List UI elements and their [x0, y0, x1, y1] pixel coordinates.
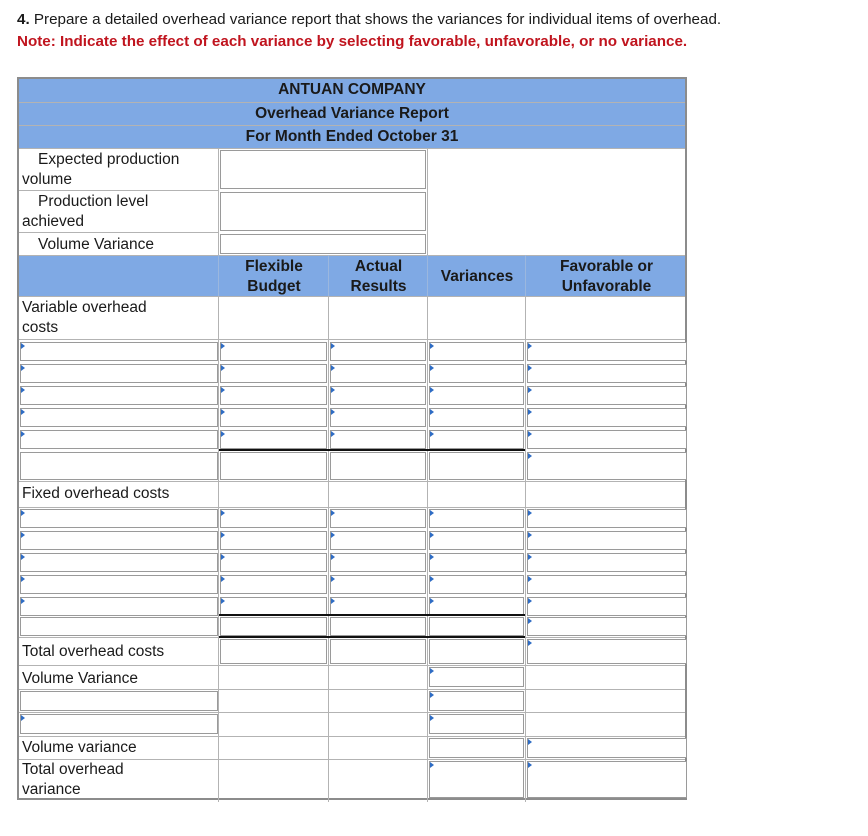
variable-total-fav-select[interactable]: [527, 452, 687, 480]
fixed-item-select[interactable]: [20, 553, 218, 572]
expected-production-label-cont: volume: [22, 171, 72, 188]
volume-variance-amount-2[interactable]: [429, 691, 524, 711]
volume-variance-amount-1[interactable]: [429, 667, 524, 687]
fixed-variance-input[interactable]: [429, 509, 524, 528]
divider: [19, 232, 219, 233]
variable-total-variance[interactable]: [429, 452, 524, 480]
variable-item-select[interactable]: [20, 342, 218, 361]
expected-production-label: Expected production: [38, 151, 180, 168]
volume-variance-amount-3[interactable]: [429, 714, 524, 734]
variable-flexible-input[interactable]: [220, 430, 327, 449]
col-actual-line2: Results: [350, 278, 407, 295]
variable-actual-input[interactable]: [330, 408, 426, 427]
total-variance-label: Total overhead: [22, 761, 124, 778]
fixed-fav-select[interactable]: [527, 553, 687, 572]
variable-fav-select[interactable]: [527, 386, 687, 405]
divider: [427, 148, 428, 255]
total-overhead-flexible[interactable]: [220, 639, 327, 664]
volume-variance-top-label: Volume Variance: [38, 236, 155, 253]
variable-actual-input[interactable]: [330, 386, 426, 405]
fixed-item-select[interactable]: [20, 531, 218, 550]
variable-variance-input[interactable]: [429, 364, 524, 383]
total-overhead-variance[interactable]: [429, 639, 524, 664]
variable-overhead-label: Variable overhead: [22, 299, 147, 316]
total-variance-amount[interactable]: [429, 761, 524, 798]
divider: [19, 102, 685, 103]
question-text: Prepare a detailed overhead variance report that shows the variances for individual items of overhead.: [33, 11, 722, 28]
volume-variance-lower-label: Volume variance: [22, 739, 137, 756]
variable-item-select[interactable]: [20, 430, 218, 449]
fixed-item-select[interactable]: [20, 575, 218, 594]
col-variances: Variances: [440, 268, 514, 285]
col-fav-line1: Favorable or: [559, 258, 654, 275]
variable-fav-select[interactable]: [527, 364, 687, 383]
divider: [19, 125, 685, 126]
variable-actual-input[interactable]: [330, 430, 426, 449]
subtotal-rule: [219, 636, 525, 638]
variable-variance-input[interactable]: [429, 342, 524, 361]
col-favorable: [526, 257, 687, 297]
divider: [19, 190, 219, 191]
company-name: ANTUAN COMPANY: [278, 81, 426, 98]
volume-variance-lower-amount[interactable]: [429, 738, 524, 758]
divider: [19, 665, 685, 666]
fixed-total-flexible[interactable]: [220, 617, 327, 636]
col-actual-line1: Actual: [354, 258, 403, 275]
divider: [427, 296, 428, 802]
fixed-variance-input[interactable]: [429, 531, 524, 550]
divider: [19, 339, 685, 340]
divider: [19, 689, 685, 690]
total-overhead-fav-select[interactable]: [527, 639, 687, 664]
fixed-flexible-input[interactable]: [220, 509, 327, 528]
fixed-variance-input[interactable]: [429, 575, 524, 594]
variable-fav-select[interactable]: [527, 430, 687, 449]
question-note: Note: Indicate the effect of each variance by selecting favorable, unfavorable, or no variance.: [17, 33, 688, 50]
variable-total-flexible[interactable]: [220, 452, 327, 480]
divider: [218, 148, 219, 255]
fixed-fav-select[interactable]: [527, 531, 687, 550]
fixed-fav-select[interactable]: [527, 597, 687, 616]
fixed-total-label-input[interactable]: [20, 617, 218, 636]
variable-variance-input[interactable]: [429, 386, 524, 405]
divider: [19, 148, 685, 149]
divider: [19, 507, 685, 508]
variable-item-select[interactable]: [20, 408, 218, 427]
fixed-actual-input[interactable]: [330, 553, 426, 572]
fixed-overhead-label: Fixed overhead costs: [22, 485, 170, 502]
expected-production-input[interactable]: [220, 150, 426, 189]
variable-flexible-input[interactable]: [220, 408, 327, 427]
variable-flexible-input[interactable]: [220, 342, 327, 361]
fixed-variance-input[interactable]: [429, 553, 524, 572]
col-flexible-budget: [219, 257, 329, 297]
variable-variance-input[interactable]: [429, 408, 524, 427]
question-number: 4.: [17, 11, 30, 28]
col-fav-line2: Unfavorable: [561, 278, 652, 295]
divider: [525, 296, 526, 802]
fixed-item-select[interactable]: [20, 509, 218, 528]
production-level-label-cont: achieved: [22, 213, 85, 230]
variable-variance-input[interactable]: [429, 430, 524, 449]
fixed-fav-select[interactable]: [527, 509, 687, 528]
divider: [19, 712, 685, 713]
volume-variance-input-1[interactable]: [20, 691, 218, 711]
fixed-actual-input[interactable]: [330, 575, 426, 594]
fixed-flexible-input[interactable]: [220, 575, 327, 594]
divider: [19, 481, 685, 482]
variable-total-label-input[interactable]: [20, 452, 218, 480]
fixed-total-variance[interactable]: [429, 617, 524, 636]
variable-total-actual[interactable]: [330, 452, 426, 480]
variable-fav-select[interactable]: [527, 408, 687, 427]
total-variance-label-cont: variance: [22, 781, 81, 798]
col-actual-results: [329, 257, 428, 297]
fixed-actual-input[interactable]: [330, 531, 426, 550]
report-period: For Month Ended October 31: [245, 128, 459, 145]
variable-overhead-label-cont: costs: [22, 319, 59, 336]
volume-variance-label: Volume Variance: [22, 670, 139, 687]
production-level-label: Production level: [38, 193, 149, 210]
report-title: Overhead Variance Report: [255, 105, 449, 122]
fixed-flexible-input[interactable]: [220, 553, 327, 572]
divider: [328, 296, 329, 802]
question-prompt: [17, 9, 721, 30]
volume-variance-input-2[interactable]: [20, 714, 218, 734]
variable-item-select[interactable]: [20, 386, 218, 405]
fixed-actual-input[interactable]: [330, 509, 426, 528]
variable-actual-input[interactable]: [330, 364, 426, 383]
col-flexible-line1: Flexible: [245, 258, 303, 275]
col-flexible-line2: Budget: [247, 278, 301, 295]
total-overhead-actual[interactable]: [330, 639, 426, 664]
overhead-variance-report: [17, 77, 687, 800]
subtotal-rule: [219, 449, 525, 451]
production-level-input[interactable]: [220, 192, 426, 231]
variable-flexible-input[interactable]: [220, 386, 327, 405]
variable-actual-input[interactable]: [330, 342, 426, 361]
fixed-total-actual[interactable]: [330, 617, 426, 636]
volume-variance-fav-select[interactable]: [527, 738, 687, 758]
subtotal-rule: [219, 614, 525, 616]
fixed-item-select[interactable]: [20, 597, 218, 616]
volume-variance-top-input[interactable]: [220, 234, 426, 254]
divider: [218, 296, 219, 802]
divider: [19, 255, 685, 256]
variable-fav-select[interactable]: [527, 342, 687, 361]
divider: [19, 736, 685, 737]
fixed-flexible-input[interactable]: [220, 531, 327, 550]
variable-item-select[interactable]: [20, 364, 218, 383]
total-variance-fav-select[interactable]: [527, 761, 687, 798]
fixed-total-fav-select[interactable]: [527, 617, 687, 636]
total-overhead-label: Total overhead costs: [22, 643, 165, 660]
fixed-fav-select[interactable]: [527, 575, 687, 594]
variable-flexible-input[interactable]: [220, 364, 327, 383]
